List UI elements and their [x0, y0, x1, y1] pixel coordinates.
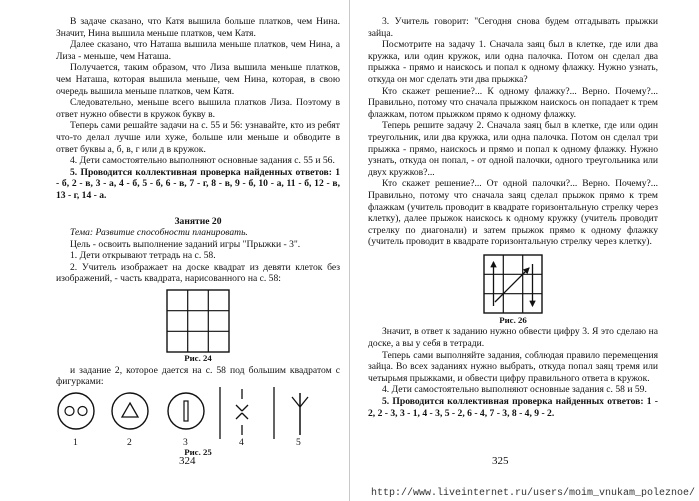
paragraph: Теперь сами решайте задачи на с. 55 и 56: узнавайте, кто из ребят что-то делал лучше или хуже, больше или меньше и обводите в ответ буквы а, б, в, г или д в кружок. [56, 120, 340, 155]
triangle-circle-icon [110, 391, 150, 431]
paragraph: Кто скажет решение?... От одной палочки?... Верно. Почему?... Правильно, потому что сначала заяц сделал прыжок прямо к трем флажкам (учитель проводит в квадрате горизонтальную стрелку через клетку), далее прыжок наискось к одному кружку (учитель проводит стрелку по диагонали) и затем прыжок прямо к одному флажку (учитель проводит в квадрате горизонтальную стрелку через клетку). [368, 178, 658, 248]
figure-label: 2 [127, 436, 132, 448]
paragraph: Посмотрите на задачу 1. Сначала заяц был в клетке, где или два кружка, или один кружок, или одна палочка. Потом он сделал два прыжка - прямо и наискось и попал к одному флажку. Нужно узнать, откуда он мог сделать эти два прыжка? [368, 39, 658, 85]
watermark-url: http://www.liveinternet.ru/users/moim_vnukam_poleznoe/ [370, 488, 695, 499]
nine-cell-square-figure [166, 289, 230, 353]
step-1: 1. Дети открывают тетрадь на с. 58. [70, 250, 216, 262]
paragraph: Следовательно, меньше всего вышила платков Лиза. Поэтому в ответ нужно обвести в кружок букву в. [56, 97, 340, 120]
figure-26-caption: Рис. 26 [499, 314, 527, 325]
left-page-text [56, 16, 340, 458]
figure-label: 3 [183, 436, 188, 448]
step-2: 2. Учитель изображает на доске квадрат из девяти клеток без изображений, - часть квадрата, нарисованного на с. 58: [56, 261, 340, 285]
figure-25-caption: Рис. 25 [184, 446, 212, 457]
lesson-theme: Тема: Развитие способности планировать. [70, 227, 248, 239]
paragraph: Значит, в ответ к заданию нужно обвести цифру 3. Я это сделаю на доске, а вы у себя в тетради. [368, 326, 658, 350]
figure-label: 4 [239, 436, 244, 448]
figure-label: 5 [296, 436, 301, 448]
lesson-title: Занятие 20 [174, 215, 222, 227]
jump-path-square-figure [483, 254, 543, 314]
right-page [350, 0, 699, 501]
paragraph: 3. Учитель говорит: "Сегодня снова будем отгадывать прыжки зайца. [368, 16, 658, 39]
paragraph: Теперь решите задачу 2. Сначала заяц был в клетке, где или один треугольник, или два кружка, или одна палочка. Потом он сделал три прыжка - прямо, наискось и прямо и попал к одному флажку. Нужно узнать, откуда он попал, - от одной палочки, одного треугольника или двух кружков?... [368, 120, 658, 178]
figure-25-row [56, 391, 340, 449]
two-dots-circle-icon [56, 391, 96, 431]
left-page [0, 0, 349, 501]
paragraph: 4. Дети самостоятельно выполняют основные задания с. 58 и 59. [382, 384, 647, 396]
answers-paragraph: 5. Проводится коллективная проверка найденных ответов: 1 - 2, 2 - 3, 3 - 1, 4 - 3, 5 - 2, 6 - 4, 7 - 3, 8 - 4, 9 - 2. [368, 396, 658, 419]
page-number: 324 [179, 455, 196, 467]
page-number: 325 [492, 455, 509, 467]
paragraph: Кто скажет решение?... К одному флажку?... Верно. Почему?... Правильно, потому что сначала прыжком наискось он попадает к трем флажкам, потом прыжком прямо к одному флажку. [368, 85, 658, 120]
paragraph: Далее сказано, что Наташа вышила меньше платков, чем Нина, а Лиза - меньше, чем Наташа. [56, 39, 340, 62]
paragraph: В задаче сказано, что Катя вышила больше платков, чем Нина. Значит, Нина вышила меньше платков, чем Катя. [56, 16, 340, 39]
figure-label: 1 [73, 436, 78, 448]
paragraph: Теперь сами выполняйте задания, соблюдая правило перемещения зайца. Во всех заданиях нужно выбрать, откуда попал заяц тремя или четырьмя прыжками, и обвести цифру правильного ответа в кружок. [368, 349, 658, 384]
figure-25-intro: и задание 2, которое дается на с. 58 под большим квадратом с фигурками: [56, 364, 340, 388]
paragraph: Получается, таким образом, что Лиза вышила меньше платков, чем Наташа, которая вышила меньше, чем Нина, которая, в свою очередь вышила меньше платков, чем Катя. [56, 62, 340, 97]
flag-symbols-figure [218, 385, 326, 441]
figure-24-caption: Рис. 24 [184, 353, 212, 364]
right-page-text [368, 16, 658, 419]
stick-circle-icon [166, 391, 206, 431]
lesson-goal: Цель - освоить выполнение заданий игры "Прыжки - 3". [70, 238, 301, 250]
answers-paragraph: 5. Проводится коллективная проверка найденных ответов: 1 - б, 2 - в, 3 - а, 4 - б, 5 - б, 6 - в, 7 - г, 8 - в, 9 - б, 10 - а, 11 - б, 12 - в, 13 - г, 14 - а. [56, 166, 340, 201]
paragraph: 4. Дети самостоятельно выполняют основные задания с. 55 и 56. [70, 155, 335, 167]
